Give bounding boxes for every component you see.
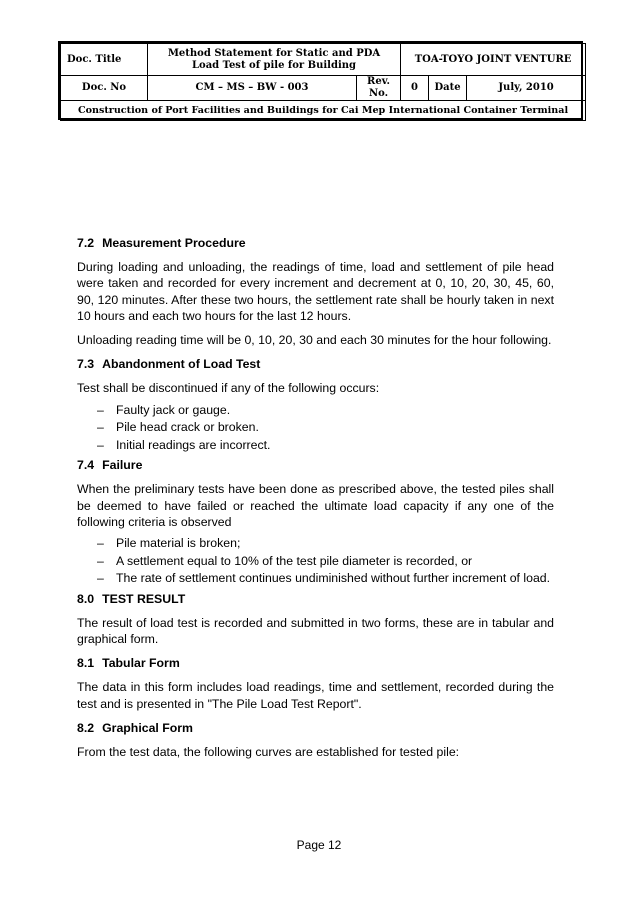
page-body	[77, 235, 554, 768]
project-title: Construction of Port Facilities and Buildings for Cai Mep International Container Terminal	[61, 101, 586, 121]
heading-8-1	[77, 655, 554, 671]
list-item	[97, 419, 554, 437]
doc-no-label: Doc. No	[61, 76, 148, 101]
list-item-text: Pile material is broken;	[116, 536, 241, 551]
dash-bullet: –	[97, 420, 104, 435]
dash-bullet: –	[97, 437, 104, 452]
list-item-text: Pile head crack or broken.	[116, 420, 259, 435]
list-item	[97, 437, 554, 455]
list-item	[97, 570, 554, 588]
failure-criteria-list	[77, 535, 554, 588]
doc-title-line-1: Method Statement for Static and PDA	[167, 47, 381, 59]
section-title: TEST RESULT	[102, 591, 186, 606]
section-title: Graphical Form	[102, 720, 193, 735]
list-item	[97, 402, 554, 420]
doc-title-value	[148, 44, 401, 76]
doc-no-value: CM – MS – BW - 003	[148, 76, 357, 101]
section-number: 8.1	[77, 656, 95, 671]
dash-bullet: –	[97, 536, 104, 551]
list-item-text: The rate of settlement continues undiminished without further increment of load.	[116, 571, 551, 586]
section-title: Failure	[102, 458, 143, 473]
paragraph: During loading and unloading, the readings of time, load and settlement of pile head were taken and recorded for every increment and decrement at 0, 10, 20, 30, 45, 60, 90, 120 minutes. After these two hours, the settlement rate shall be hourly taken in next 10 hours and each two hours for the last 12 hours.	[77, 260, 554, 323]
section-title: Abandonment of Load Test	[102, 357, 261, 372]
list-item	[97, 535, 554, 553]
doc-title-label: Doc. Title	[61, 44, 148, 76]
paragraph: The result of load test is recorded and submitted in two forms, these are in tabular and graphical form.	[77, 615, 554, 646]
section-number: 8.0	[77, 591, 95, 606]
dash-bullet: –	[97, 553, 104, 568]
list-item-text: Faulty jack or gauge.	[116, 402, 231, 417]
heading-8-0	[77, 591, 554, 607]
section-number: 7.2	[77, 236, 95, 250]
abandonment-list	[77, 402, 554, 455]
section-title: Tabular Form	[102, 656, 180, 671]
paragraph: Unloading reading time will be 0, 10, 20, 30 and each 30 minutes for the hour following.	[77, 333, 552, 348]
paragraph: The data in this form includes load readings, time and settlement, recorded during the test and is presented in "The Pile Load Test Report".	[77, 680, 554, 711]
company-name: TOA-TOYO JOINT VENTURE	[401, 44, 586, 76]
section-number: 7.4	[77, 458, 95, 473]
paragraph: When the preliminary tests have been done as prescribed above, the tested piles shall be deemed to have failed or reached the ultimate load capacity if any one of the following criteria is observed	[77, 482, 554, 529]
list-item-text: A settlement equal to 10% of the test pile diameter is recorded, or	[116, 553, 473, 568]
page-number: Page 12	[296, 838, 342, 852]
paragraph: Test shall be discontinued if any of the following occurs:	[77, 381, 380, 396]
section-number: 8.2	[77, 720, 95, 735]
date-label: Date	[429, 76, 467, 101]
list-item	[97, 553, 554, 571]
section-number: 7.3	[77, 357, 95, 372]
rev-no-label: Rev. No.	[357, 76, 401, 101]
dash-bullet: –	[97, 571, 104, 586]
heading-7-3	[77, 356, 554, 372]
heading-7-2	[77, 235, 554, 251]
section-title: Measurement Procedure	[102, 236, 246, 250]
document-header	[58, 41, 583, 120]
dash-bullet: –	[97, 402, 104, 417]
list-item-text: Initial readings are incorrect.	[116, 437, 271, 452]
date-value: July, 2010	[467, 76, 586, 101]
paragraph: From the test data, the following curves are established for tested pile:	[77, 744, 460, 759]
header-table	[60, 43, 586, 121]
doc-title-line-2: Load Test of pile for Building	[192, 59, 357, 71]
rev-no-value: 0	[401, 76, 429, 101]
heading-8-2	[77, 720, 554, 736]
heading-7-4	[77, 457, 554, 473]
